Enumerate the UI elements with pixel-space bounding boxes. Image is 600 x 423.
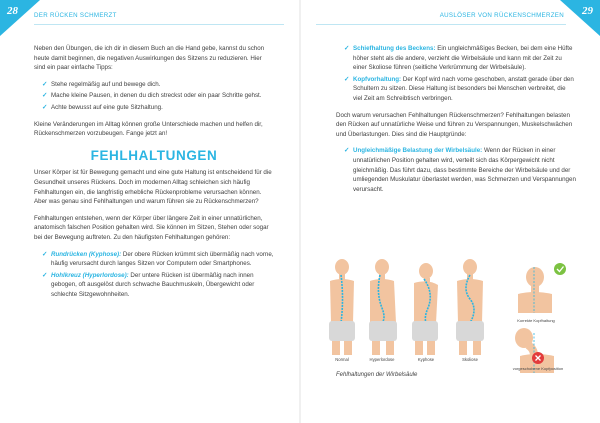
bullet-icon: ✓ [42, 271, 48, 279]
figure-correct-head [518, 263, 566, 313]
posture-list [344, 44, 576, 104]
paragraph: Unser Körper ist für Bewegung gemacht und eine gute Haltung ist entscheidend für die Gesundheit unseres Rückens. Doch im modernen Alltag schleichen sich häufig Fehlhaltungen ein, die langfristig erhebliche Rückenprobleme verursachen können. Aber was genau sind Fehlhaltungen und warum führen sie zu Rückenschmerzen? [34, 169, 272, 206]
page-number-badge [0, 0, 40, 40]
figure-kyphose [412, 263, 438, 355]
paragraph: Kleine Veränderungen im Alltag können große Unterschiede machen und helfen dir, Rückenschmerzen vorzubeugen. Fange jetzt an! [34, 120, 263, 138]
bullet-icon: ✓ [344, 147, 350, 155]
figure-label: Hyperlordose [369, 357, 395, 362]
paragraph: Doch warum verursachen Fehlhaltungen Rückenschmerzen? Fehlhaltungen belasten den Rücken auf unnatürliche Weise und führen zu Verspannungen, Muskelschwächen und Überlastungen. Dies sind die Hauptgründe: [336, 111, 573, 138]
running-header: AUSLÖSER VON RÜCKENSCHMERZEN [439, 12, 564, 19]
page-number-badge [560, 0, 600, 40]
reasons-list [344, 146, 576, 194]
figure-label: Kyphose [417, 357, 435, 362]
check-icon [554, 263, 566, 275]
figure-hyperlordose [369, 259, 397, 355]
list-item: ✓ Kopfvorhaltung: Der Kopf wird nach vorne geschoben, anstatt gerade über den Schultern zu sitzen. Diese Haltung ist besonders bei Menschen verbreitet, die viel Zeit am Schreibtisch verbringen. [344, 75, 574, 102]
list-item: ✓ Schiefhaltung des Beckens: Ein ungleichmäßiges Becken, bei dem eine Hüfte höher steht als die andere, verzieht die Wirbelsäule und kann mit der Zeit zu einer Skoliose führen (seitliche Verkrümmung der Wirbelsäule). [344, 45, 573, 72]
list-item: ✓ Mache kleine Pausen, in denen du dich streckst oder ein paar Schritte gehst. [42, 92, 262, 100]
figure-caption: Fehlhaltungen der Wirbelsäule [336, 372, 418, 378]
figure-label: Korrekte Kopfhaltung [517, 318, 555, 323]
list-item: ✓ Hohlkreuz (Hyperlordose): Der untere Rücken ist übermäßig nach innen gebogen, oft ausgelöst durch schwache Bauchmuskeln, Übergewicht oder schlechte Sitzgewohnheiten. [42, 271, 255, 298]
figure-label: Normal [335, 357, 349, 362]
bullet-icon: ✓ [42, 250, 48, 258]
right-content [336, 44, 576, 201]
bullet-icon: ✓ [42, 80, 48, 88]
figure-label: Skoliose [462, 357, 478, 362]
bullet-icon: ✓ [42, 92, 48, 100]
figure-skoliose [456, 259, 484, 355]
bullet-icon: ✓ [42, 103, 48, 111]
header-rule [316, 24, 566, 25]
left-content [34, 44, 274, 306]
posture-illustration [320, 253, 585, 388]
figure-label: vorgeschobene Kopfposition [512, 366, 564, 371]
list-item: ✓ Stehe regelmäßig auf und bewege dich. [42, 80, 161, 88]
list-item: ✓ Rundrücken (Kyphose): Der obere Rücken krümmt sich übermäßig nach vorne, häufig verursacht durch langes Sitzen vor Computern oder Smartphones. [42, 250, 274, 268]
figure-normal [329, 259, 355, 355]
section-heading: FEHLHALTUNGEN [90, 147, 218, 163]
tips-list [42, 80, 274, 113]
bullet-icon: ✓ [344, 75, 350, 83]
running-header: DER RÜCKEN SCHMERZT [34, 12, 117, 19]
page-number: 29 [582, 5, 593, 17]
paragraph: Fehlhaltungen entstehen, wenn der Körper über längere Zeit in einer unnatürlichen, anatomisch falschen Position gehalten wird. Sie können im Sitzen, Stehen oder sogar bei der Bewegung auftreten. Zu den häufigsten Fehlhaltungen gehören: [34, 214, 269, 241]
list-item: ✓ Achte bewusst auf eine gute Sitzhaltung. [42, 103, 163, 111]
list-item: ✓ Ungleichmäßige Belastung der Wirbelsäule: Wenn der Rücken in einer unnatürlichen Position gehalten wird, verteilt sich das Körpergewicht nicht gleichmäßig. Das führt dazu, dass bestimmte Bereiche der Wirbelsäule und der umliegenden Muskulatur überlastet werden, was Schmerzen und Verspannungen verursacht. [344, 147, 576, 193]
intro-paragraph: Neben den Übungen, die ich dir in diesem Buch an die Hand gebe, kannst du schon heute damit beginnen, die negativen Auswirkungen des Sitzens zu reduzieren. Hier sind ein paar einfache Tipps: [34, 45, 265, 72]
posture-list [42, 250, 274, 300]
page-number: 28 [7, 5, 18, 17]
right-page [300, 0, 600, 423]
header-rule [34, 24, 284, 25]
bullet-icon: ✓ [344, 45, 350, 52]
